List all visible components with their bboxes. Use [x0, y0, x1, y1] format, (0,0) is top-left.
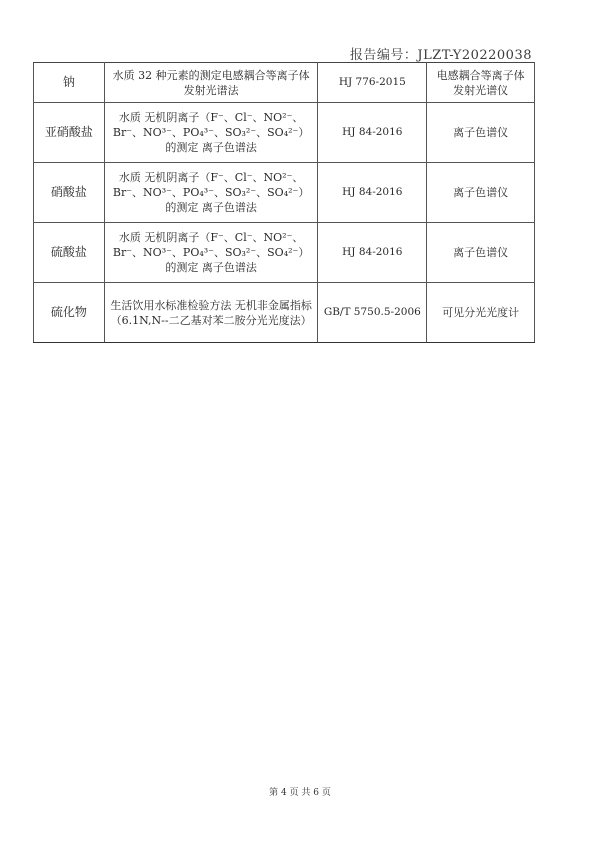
item-cell: 硫化物	[34, 283, 105, 343]
instrument-cell: 离子色谱仪	[427, 223, 535, 283]
table-row	[34, 103, 535, 163]
standard-cell: HJ 84-2016	[318, 103, 427, 163]
method-cell: 生活饮用水标准检验方法 无机非金属指标（6.1N,N--二乙基对苯二胺分光光度法）	[104, 283, 318, 343]
item-cell: 亚硝酸盐	[34, 103, 105, 163]
table-row	[34, 163, 535, 223]
table-row	[34, 63, 535, 103]
method-cell: 水质 32 种元素的测定电感耦合等离子体发射光谱法	[104, 63, 318, 103]
standard-cell: HJ 776-2015	[318, 63, 427, 103]
table-row	[34, 223, 535, 283]
item-cell: 硫酸盐	[34, 223, 105, 283]
method-cell: 水质 无机阴离子（F⁻、Cl⁻、NO²⁻、Br⁻、NO³⁻、PO₄³⁻、SO₃²⁻、SO₄²⁻）的测定 离子色谱法	[104, 103, 318, 163]
standard-cell: HJ 84-2016	[318, 223, 427, 283]
test-methods-table	[33, 62, 535, 343]
item-cell: 硝酸盐	[34, 163, 105, 223]
instrument-cell: 电感耦合等离子体发射光谱仪	[427, 63, 535, 103]
instrument-cell: 可见分光光度计	[427, 283, 535, 343]
instrument-cell: 离子色谱仪	[427, 163, 535, 223]
method-cell: 水质 无机阴离子（F⁻、Cl⁻、NO²⁻、Br⁻、NO³⁻、PO₄³⁻、SO₃²⁻、SO₄²⁻）的测定 离子色谱法	[104, 223, 318, 283]
report-number: 报告编号：JLZT-Y20220038	[349, 48, 532, 63]
standard-cell: HJ 84-2016	[318, 163, 427, 223]
table-row	[34, 283, 535, 343]
instrument-cell: 离子色谱仪	[427, 103, 535, 163]
page-number: 第 4 页 共 6 页	[269, 788, 331, 798]
method-cell: 水质 无机阴离子（F⁻、Cl⁻、NO²⁻、Br⁻、NO³⁻、PO₄³⁻、SO₃²⁻、SO₄²⁻）的测定 离子色谱法	[104, 163, 318, 223]
standard-cell: GB/T 5750.5-2006	[318, 283, 427, 343]
item-cell: 钠	[34, 63, 105, 103]
